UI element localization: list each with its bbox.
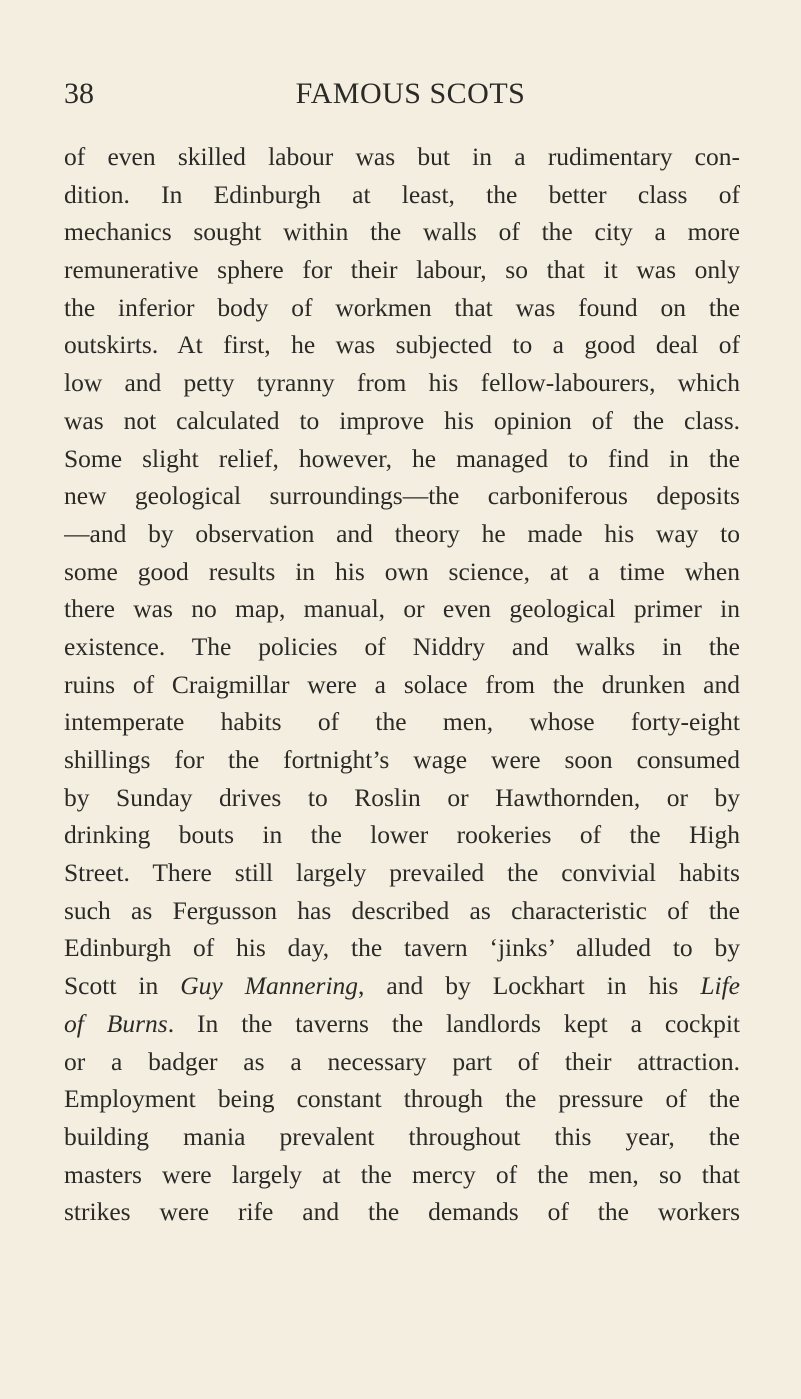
text-run: , and by Lockhart in his xyxy=(358,971,701,1001)
text-line: intemperate habits of the men, whose forty-eight xyxy=(64,707,740,737)
text-line: or a badger as a necessary part of their attraction. xyxy=(64,1046,740,1076)
text-line: Edinburgh of his day, the tavern ‘jinks’ alluded to by xyxy=(64,933,740,963)
book-title-life: Life xyxy=(700,971,740,1001)
text-line: there was no map, manual, or even geological primer in xyxy=(64,594,740,624)
body-text xyxy=(64,138,740,1231)
text-line: remunerative sphere for their labour, so that it was only xyxy=(64,255,740,285)
page-number: 38 xyxy=(64,77,94,110)
text-line-with-titles xyxy=(64,967,740,1005)
running-title: FAMOUS SCOTS xyxy=(295,77,526,110)
book-title-guy-mannering: Guy Mannering xyxy=(180,971,359,1001)
text-line: mechanics sought within the walls of the city a more xyxy=(64,217,740,247)
book-title-of-burns: of Burns xyxy=(64,1008,168,1038)
text-line: ruins of Craigmillar were a solace from the drunken and xyxy=(64,669,740,699)
text-run: Scott in xyxy=(64,971,181,1001)
text-line: strikes were rife and the demands of the workers xyxy=(64,1197,740,1227)
text-line: dition. In Edinburgh at least, the better class of xyxy=(64,179,740,209)
text-line: masters were largely at the mercy of the men, so that xyxy=(64,1159,740,1189)
text-line: Street. There still largely prevailed the convivial habits xyxy=(64,858,740,888)
text-line: existence. The policies of Niddry and walks in the xyxy=(64,631,740,661)
text-line: low and petty tyranny from his fellow-labourers, which xyxy=(64,368,740,398)
text-line: was not calculated to improve his opinion of the class. xyxy=(64,405,740,435)
text-line: by Sunday drives to Roslin or Hawthornden, or by xyxy=(64,782,740,812)
text-line: such as Fergusson has described as characteristic of the xyxy=(64,895,740,925)
running-head xyxy=(64,74,737,114)
text-line: Some slight relief, however, he managed to find in the xyxy=(64,443,740,473)
text-line: some good results in his own science, at a time when xyxy=(64,556,740,586)
text-run: . In the taverns the landlords kept a cockpit xyxy=(167,1008,740,1038)
text-line: outskirts. At first, he was subjected to a good deal of xyxy=(64,330,740,360)
text-line: drinking bouts in the lower rookeries of the High xyxy=(64,820,740,850)
text-line: —and by observation and theory he made his way to xyxy=(64,518,740,548)
text-line: building mania prevalent throughout this year, the xyxy=(64,1121,740,1151)
text-line: of even skilled labour was but in a rudimentary con- xyxy=(64,142,740,171)
text-line: Employment being constant through the pressure of the xyxy=(64,1084,740,1114)
text-line: the inferior body of workmen that was found on the xyxy=(64,292,740,322)
text-line: new geological surroundings—the carboniferous deposits xyxy=(64,481,740,511)
text-line-with-titles xyxy=(64,1005,740,1043)
text-line: shillings for the fortnight’s wage were soon consumed xyxy=(64,745,740,774)
